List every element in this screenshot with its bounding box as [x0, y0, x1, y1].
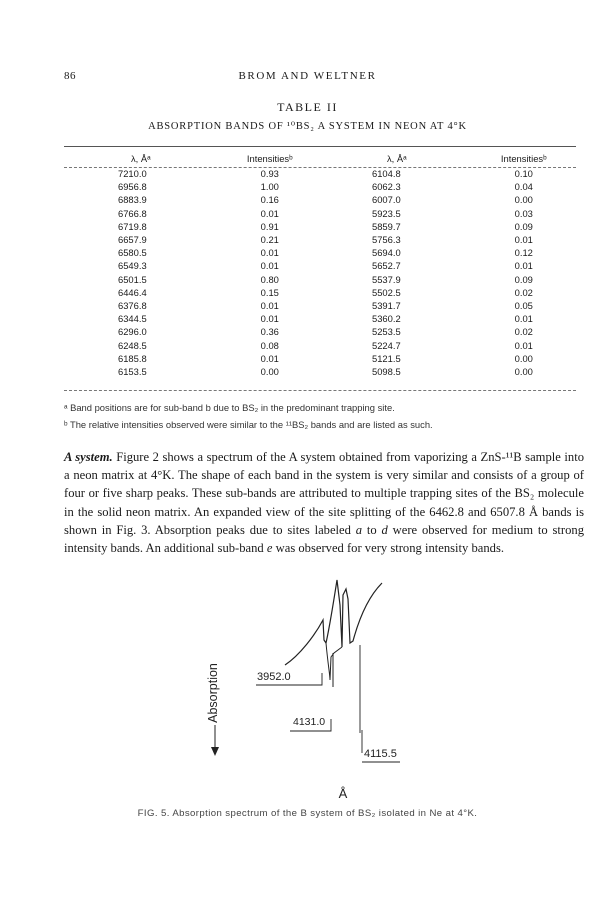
intensity-cell: 0.00 [514, 352, 533, 364]
table-body [64, 167, 576, 378]
wavelength-cell: 5859.7 [371, 220, 401, 232]
running-head: BROM AND WELTNER [238, 70, 377, 82]
table-row [64, 286, 576, 299]
intensity-cell: 0.91 [260, 220, 279, 232]
intensity-cell: 0.09 [514, 273, 533, 285]
wavelength-cell: 5537.9 [371, 273, 401, 285]
axis-arrowhead [211, 747, 219, 756]
table-row [64, 259, 576, 272]
intensity-cell: 0.16 [260, 194, 279, 206]
table-header-row [64, 150, 576, 167]
table-row [64, 180, 576, 193]
wavelength-cell: 5224.7 [371, 339, 401, 351]
site-label-e: e [266, 541, 273, 556]
wavelength-cell: 5253.5 [371, 326, 401, 338]
wavelength-cell: 6549.3 [118, 260, 147, 272]
wavelength-cell: 5502.5 [371, 286, 401, 298]
intensity-cell: 0.03 [514, 207, 533, 219]
unit-label: Å [338, 786, 348, 801]
wavelength-cell: 5694.0 [371, 247, 401, 259]
wavelength-cell: 6153.5 [118, 366, 147, 378]
table-title: TABLE II [277, 100, 338, 114]
footnote-a: ᵃ Band positions are for sub-band b due to BS₂ in the predominant trapping site. [64, 402, 395, 413]
intensity-cell: 0.05 [514, 300, 533, 312]
table-bottom-rule [64, 390, 576, 391]
wavelength-cell: 6719.8 [118, 220, 147, 232]
intensity-cell: 0.09 [514, 220, 533, 232]
intensity-cell: 0.01 [514, 313, 533, 325]
intensity-cell: 0.80 [260, 273, 279, 285]
wavelength-cell: 6657.9 [118, 234, 147, 246]
table-row [64, 207, 576, 220]
wavelength-cell: 6883.9 [118, 194, 147, 206]
page-number: 86 [64, 70, 76, 82]
wavelength-cell: 6104.8 [371, 168, 401, 179]
intensity-cell: 0.08 [260, 339, 279, 351]
wavelength-cell: 5121.5 [371, 352, 401, 364]
wavelength-cell: 5098.5 [371, 366, 401, 378]
body-paragraph [64, 448, 584, 557]
intensity-cell: 0.00 [514, 194, 533, 206]
body-text: was observed for very strong intensity bands. [272, 541, 505, 556]
table-row [64, 299, 576, 312]
table-row [64, 273, 576, 286]
table-row [64, 220, 576, 233]
site-label-a: a [355, 522, 363, 537]
wavelength-cell: 6248.5 [118, 339, 147, 351]
wavelength-cell: 6446.4 [118, 286, 147, 298]
intensity-cell: 0.01 [514, 339, 533, 351]
marker-label-4115: 4115.5 [364, 748, 397, 760]
table-row [64, 193, 576, 206]
intensity-cell: 0.01 [514, 260, 533, 272]
intensity-cell: 0.15 [260, 286, 279, 298]
wavelength-cell: 7210.0 [118, 168, 147, 179]
column-header: Intensitiesᵇ [246, 153, 293, 164]
intensity-cell: 0.00 [260, 366, 279, 378]
intensity-cell: 0.93 [260, 168, 279, 179]
wavelength-cell: 6376.8 [118, 300, 147, 312]
wavelength-cell: 6296.0 [118, 326, 147, 338]
wavelength-cell: 5756.3 [371, 234, 401, 246]
wavelength-cell: 5652.7 [371, 260, 401, 272]
column-header: λ, Åᵃ [386, 153, 407, 164]
absorption-spectrum-figure [190, 575, 430, 805]
body-text: Figure 2 shows a spectrum of the A system obtained from vaporizing a ZnS-¹¹B sample into a neon matrix at 4°K. The shape of each band in the system is very similar and consists of a group of four or five sharp peaks. These sub-bands are attributed to multiple trapping sites of the BS₂ molecule in the solid neon matrix. An expanded view of the site splitting of the 6462.8 and 6507.8 Å bands is shown in Fig. 3. Absorption peaks due to sites labeled [64, 450, 584, 537]
wavelength-cell: 6344.5 [118, 313, 147, 325]
wavelength-cell: 5360.2 [371, 313, 401, 325]
table-caption: ABSORPTION BANDS OF ¹⁰BS₂ A SYSTEM IN NEON AT 4°K [148, 121, 467, 132]
table-row [64, 325, 576, 338]
column-header: Intensitiesᵇ [500, 153, 547, 164]
spectrum-trace-lower [326, 643, 342, 680]
intensity-cell: 0.21 [260, 234, 279, 246]
body-text: were observed for medium to strong intensity bands. An additional sub-band [64, 522, 585, 556]
table-row [64, 246, 576, 259]
intensity-cell: 0.01 [260, 300, 279, 312]
wavelength-cell: 6580.5 [118, 247, 147, 259]
spectrum-trace [285, 580, 382, 665]
absorption-bands-table [64, 150, 576, 378]
wavelength-cell: 5391.7 [371, 300, 401, 312]
intensity-cell: 1.00 [260, 181, 279, 193]
y-axis-label: Absorption [206, 663, 220, 723]
wavelength-cell: 6062.3 [371, 181, 401, 193]
wavelength-cell: 6766.8 [118, 207, 147, 219]
wavelength-cell: 6185.8 [118, 352, 147, 364]
figure-caption: FIG. 5. Absorption spectrum of the B system of BS₂ isolated in Ne at 4°K. [137, 808, 478, 819]
intensity-cell: 0.01 [260, 260, 279, 272]
intensity-cell: 0.36 [260, 326, 279, 338]
column-header: λ, Åᵃ [130, 153, 151, 164]
wavelength-cell: 6956.8 [118, 181, 147, 193]
table-row [64, 312, 576, 325]
intensity-cell: 0.00 [514, 366, 533, 378]
intensity-cell: 0.01 [260, 313, 279, 325]
intensity-cell: 0.12 [514, 247, 533, 259]
section-lead: A system. [64, 450, 113, 464]
intensity-cell: 0.02 [514, 326, 533, 338]
marker-label-4131: 4131.0 [293, 716, 326, 728]
intensity-cell: 0.02 [514, 286, 533, 298]
table-row [64, 233, 576, 246]
intensity-cell: 0.01 [260, 352, 279, 364]
marker-label-3952: 3952.0 [257, 671, 291, 683]
table-row [64, 339, 576, 352]
intensity-cell: 0.10 [514, 168, 533, 179]
footnote-b: ᵇ The relative intensities observed were similar to the ¹¹BS₂ bands and are listed as such. [64, 419, 433, 430]
table-row [64, 167, 576, 180]
table-top-rule [64, 146, 576, 147]
site-label-d: d [381, 522, 388, 537]
body-text: to [362, 522, 382, 537]
table-row [64, 352, 576, 365]
intensity-cell: 0.01 [260, 247, 279, 259]
table-row [64, 365, 576, 378]
intensity-cell: 0.01 [260, 207, 279, 219]
intensity-cell: 0.01 [514, 234, 533, 246]
intensity-cell: 0.04 [514, 181, 533, 193]
wavelength-cell: 6007.0 [371, 194, 401, 206]
wavelength-cell: 6501.5 [118, 273, 147, 285]
wavelength-cell: 5923.5 [371, 207, 401, 219]
